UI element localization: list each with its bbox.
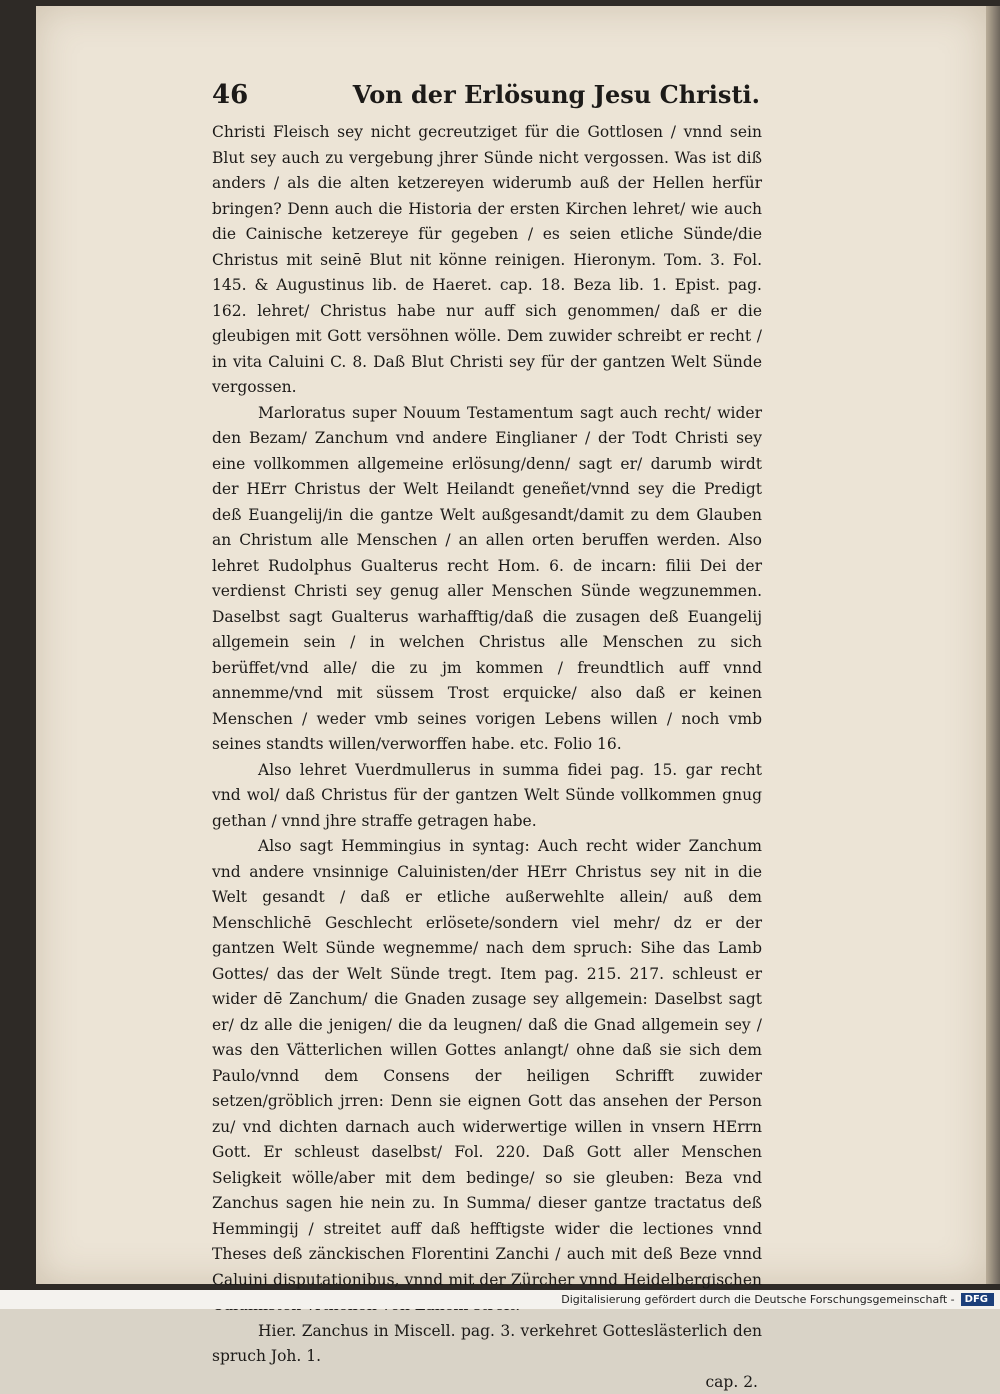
running-title: Von der Erlösung Jesu Christi.: [352, 80, 760, 109]
page-edge: [986, 6, 1000, 1284]
paragraph: Also lehret Vuerdmullerus in summa fidei pag. 15. gar recht vnd wol/ daß Christus für der gantzen Welt Sünde vollkommen gnug gethan / vnnd jhre straffe getragen habe.: [212, 760, 762, 830]
funding-credit: Digitalisierung gefördert durch die Deutsche Forschungsgemeinschaft -: [561, 1293, 955, 1306]
page-header: [212, 80, 762, 120]
text-block: [212, 80, 762, 1394]
page-number: 46: [212, 80, 249, 110]
paragraph: Christi Fleisch sey nicht gecreutziget für die Gottlosen / vnnd sein Blut sey auch zu vergebung jhrer Sünde nicht vergossen. Was ist diß anders / als die alten ketzereyen widerumb auß der Hellen herfür bringen? Denn auch die Historia der ersten Kirchen lehret/ wie auch die Cainische ketzereye für gegeben / es seien etliche Sünde/die Christus mit seinē Blut nit könne reinigen. Hieronym. Tom. 3. Fol. 145. & Augustinus lib. de Haeret. cap. 18. Beza lib. 1. Epist. pag. 162. lehret/ Christus habe nur auff sich genommen/ daß er die gleubigen mit Gott versöhnen wölle. Dem zuwider schreibt er recht / in vita Caluini C. 8. Daß Blut Christi sey für der gantzen Welt Sünde vergossen.: [212, 123, 762, 396]
footer-bar: [0, 1290, 1000, 1309]
catchword: cap. 2.: [705, 1372, 758, 1391]
dfg-logo: DFG: [961, 1293, 994, 1306]
body-text: [212, 120, 762, 1370]
paragraph: Hier. Zanchus in Miscell. pag. 3. verkehret Gotteslästerlich den spruch Joh. 1.: [212, 1321, 762, 1365]
paragraph: Marloratus super Nouum Testamentum sagt auch recht/ wider den Bezam/ Zanchum vnd andere Einglianer / der Todt Christi sey eine vollkommen allgemeine erlösung/denn/ sagt er/ darumb wirdt der HErr Christus der Welt Heilandt geneñet/vnnd sey die Predigt deß Euangelij/in die gantze Welt außgesandt/damit zu dem Glauben an Christum alle Menschen / an allen orten beruffen werden. Also lehret Rudolphus Gualterus recht Hom. 6. de incarn: filii Dei der verdienst Christi sey genug aller Menschen Sünde wegzunemmen. Daselbst sagt Gualterus warhafftig/daß die zusagen deß Euangelij allgemein sein / in welchen Christus alle Menschen zu sich berüffet/vnd alle/ die zu jm kommen / freundtlich auff vnnd annemme/vnd mit süssem Trost erquicke/ also daß er keinen Menschen / weder vmb seines vorigen Lebens willen / noch vmb seines standts willen/verworffen habe. etc. Folio 16.: [212, 403, 762, 753]
paragraph: Also sagt Hemmingius in syntag: Auch recht wider Zanchum vnd andere vnsinnige Caluinisten/der HErr Christus sey nit in die Welt gesandt / daß er etliche außerwehlte allein/ auß dem Menschlichē Geschlecht erlösete/sondern viel mehr/ dz er der gantzen Welt Sünde wegnemme/ nach dem spruch: Sihe das Lamb Gottes/ das der Welt Sünde tregt. Item pag. 215. 217. schleust er wider dē Zanchum/ die Gnaden zusage sey allgemein: Daselbst sagt er/ dz alle die jenigen/ die da leugnen/ daß die Gnad allgemein sey / was den Vätterlichen willen Gottes anlangt/ ohne daß sie sich dem Paulo/vnnd dem Consens der heiligen Schrifft zuwider setzen/gröblich jrren: Denn sie eignen Gott das ansehen der Person zu/ vnd dichten darnach auch widerwertige willen in vnsern HErrn Gott. Er schleust daselbst/ Fol. 220. Daß Gott aller Menschen Seligkeit wölle/aber mit dem bedinge/ so sie gleuben: Beza vnd Zanchus sagen hie nein zu. In Summa/ dieser gantze tractatus deß Hemmingij / streitet auff daß hefftigste wider die lectiones vnnd Theses deß zänckischen Florentini Zanchi / auch mit deß Beze vnnd Caluini disputationibus, vnnd mit der Zürcher vnnd Heidelbergischen: [212, 837, 762, 1289]
